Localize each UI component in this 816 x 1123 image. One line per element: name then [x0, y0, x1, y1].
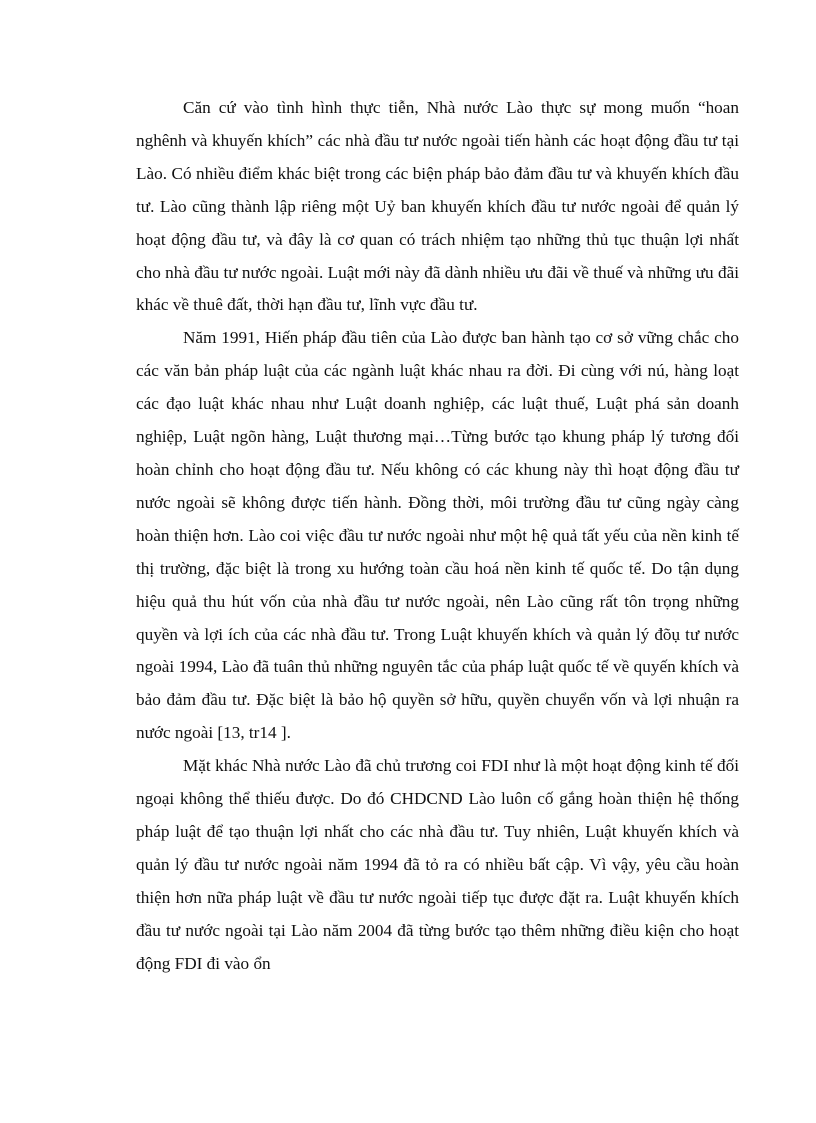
- paragraph-1: Căn cứ vào tình hình thực tiễn, Nhà nước Lào thực sự mong muốn “hoan nghênh và khuyến khích” các nhà đầu tư nước ngoài tiến hành các hoạt động đầu tư tại Lào. Có nhiều điểm khác biệt trong các biện pháp bảo đảm đầu tư và khuyến khích đầu tư. Lào cũng thành lập riêng một Uỷ ban khuyến khích đầu tư nước ngoài để quản lý hoạt động đầu tư, và đây là cơ quan có trách nhiệm tạo những thủ tục thuận lợi nhất cho nhà đầu tư nước ngoài. Luật mới này đã dành nhiều ưu đãi về thuế và những ưu đãi khác về thuê đất, thời hạn đầu tư, lĩnh vực đầu tư.: [136, 98, 739, 315]
- paragraph-2: Năm 1991, Hiến pháp đầu tiên của Lào được ban hành tạo cơ sở vững chắc cho các văn bản pháp luật của các ngành luật khác nhau ra đời. Đi cùng với nú, hàng loạt các đạo luật khác nhau như Luật doanh nghiệp, các luật thuế, Luật phá sản doanh nghiệp, Luật ngõn hàng, Luật thương mại…Từng bước tạo khung pháp lý tương đối hoàn chỉnh cho hoạt động đầu tư. Nếu không có các khung này thì hoạt động đầu tư nước ngoài sẽ không được tiến hành. Đồng thời, môi trường đầu tư cũng ngày càng hoàn thiện hơn. Lào coi việc đầu tư nước ngoài như một hệ quả tất yếu của nền kinh tế thị trường, đặc biệt là trong xu hướng toàn cầu hoá nền kinh tế quốc tế. Do tận dụng hiệu quả thu hút vốn của nhà đầu tư nước ngoài, nên Lào cũng rất tôn trọng những quyền và lợi ích của các nhà đầu tư. Trong Luật khuyến khích và quản lý đõụ tư nước ngoài 1994, Lào đã tuân thủ những nguyên tắc của pháp luật quốc tế về quyến khích và bảo đảm đầu tư. Đặc biệt là bảo hộ quyền sở hữu, quyền chuyển vốn và lợi nhuận ra nước ngoài [13, tr14 ].: [136, 328, 739, 743]
- body-text: [136, 92, 739, 980]
- paragraph-3: Mặt khác Nhà nước Lào đã chủ trương coi FDI như là một hoạt động kinh tế đối ngoại không thể thiếu được. Do đó CHDCND Lào luôn cố gắng hoàn thiện hệ thống pháp luật để tạo thuận lợi nhất cho các nhà đầu tư. Tuy nhiên, Luật khuyến khích và quản lý đầu tư nước ngoài năm 1994 đã tỏ ra có nhiều bất cập. Vì vậy, yêu cầu hoàn thiện hơn nữa pháp luật về đầu tư nước ngoài tiếp tục được đặt ra. Luật khuyến khích đầu tư nước ngoài tại Lào năm 2004 đã từng bước tạo thêm những điều kiện cho hoạt động FDI đi vào ổn: [136, 756, 739, 973]
